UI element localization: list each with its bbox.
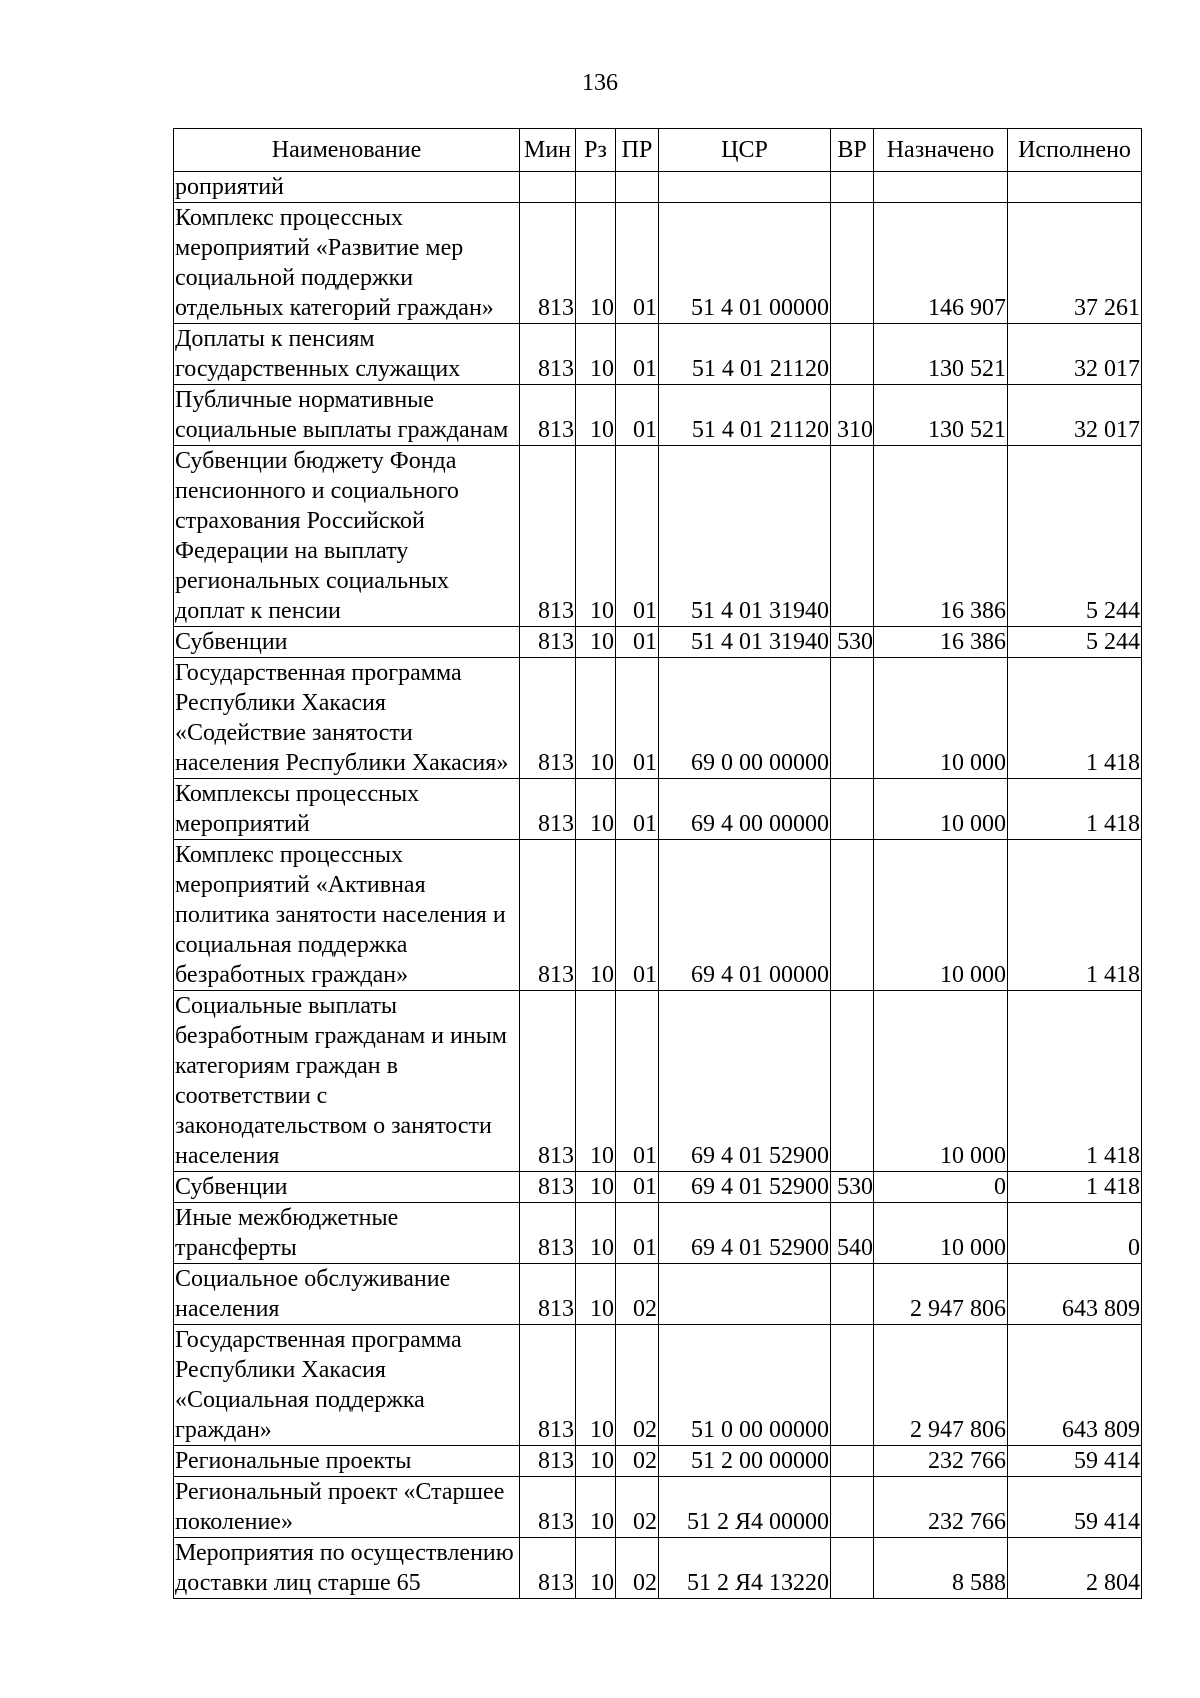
cell-pr: 01 (616, 446, 659, 627)
cell-vr: 540 (831, 1203, 874, 1264)
cell-rz: 10 (576, 1325, 616, 1446)
cell-executed: 1 418 (1008, 1172, 1142, 1203)
cell-csr: 51 0 00 00000 (659, 1325, 831, 1446)
cell-min: 813 (520, 1264, 576, 1325)
cell-rz: 10 (576, 1538, 616, 1599)
table-row (174, 1325, 1142, 1446)
table-row (174, 1203, 1142, 1264)
cell-name: Публичные нормативные социальные выплаты гражданам (174, 385, 520, 446)
cell-executed: 1 418 (1008, 991, 1142, 1172)
cell-pr: 01 (616, 991, 659, 1172)
cell-min: 813 (520, 627, 576, 658)
cell-name: Иные межбюджетные трансферты (174, 1203, 520, 1264)
cell-name: Субвенции (174, 627, 520, 658)
cell-assigned: 16 386 (874, 627, 1008, 658)
cell-vr (831, 172, 874, 203)
table-row (174, 1538, 1142, 1599)
cell-rz: 10 (576, 1172, 616, 1203)
cell-csr: 51 2 Я4 00000 (659, 1477, 831, 1538)
cell-min: 813 (520, 991, 576, 1172)
cell-csr: 69 0 00 00000 (659, 658, 831, 779)
column-header-min: Мин (520, 129, 576, 172)
cell-rz: 10 (576, 658, 616, 779)
cell-pr: 01 (616, 1172, 659, 1203)
cell-executed: 2 804 (1008, 1538, 1142, 1599)
cell-name: Комплекс процессных мероприятий «Развитие мер социальной поддержки отдельных категорий граждан» (174, 203, 520, 324)
cell-vr (831, 446, 874, 627)
cell-assigned: 2 947 806 (874, 1325, 1008, 1446)
cell-executed: 5 244 (1008, 627, 1142, 658)
table-body (174, 172, 1142, 1599)
cell-assigned: 10 000 (874, 991, 1008, 1172)
cell-assigned: 0 (874, 1172, 1008, 1203)
cell-rz (576, 172, 616, 203)
cell-pr: 02 (616, 1538, 659, 1599)
cell-vr (831, 324, 874, 385)
cell-vr: 310 (831, 385, 874, 446)
cell-executed: 643 809 (1008, 1264, 1142, 1325)
cell-name: Субвенции бюджету Фонда пенсионного и социального страхования Российской Федерации на выплату региональных социальных доплат к пенсии (174, 446, 520, 627)
table-row (174, 840, 1142, 991)
cell-name: Региональный проект «Старшее поколение» (174, 1477, 520, 1538)
cell-executed: 59 414 (1008, 1446, 1142, 1477)
table-row (174, 172, 1142, 203)
cell-vr (831, 991, 874, 1172)
cell-assigned: 10 000 (874, 779, 1008, 840)
column-header-csr: ЦСР (659, 129, 831, 172)
cell-pr: 01 (616, 840, 659, 991)
cell-csr: 51 4 01 21120 (659, 385, 831, 446)
cell-name: Государственная программа Республики Хакасия «Социальная поддержка граждан» (174, 1325, 520, 1446)
cell-min: 813 (520, 446, 576, 627)
cell-vr (831, 1264, 874, 1325)
cell-executed (1008, 172, 1142, 203)
cell-min: 813 (520, 840, 576, 991)
cell-rz: 10 (576, 1264, 616, 1325)
column-header-executed: Исполнено (1008, 129, 1142, 172)
cell-executed: 5 244 (1008, 446, 1142, 627)
cell-assigned: 8 588 (874, 1538, 1008, 1599)
cell-assigned: 16 386 (874, 446, 1008, 627)
table-row (174, 446, 1142, 627)
table-header-row (174, 129, 1142, 172)
cell-csr: 69 4 01 52900 (659, 991, 831, 1172)
cell-min: 813 (520, 324, 576, 385)
cell-assigned: 130 521 (874, 324, 1008, 385)
cell-name: Государственная программа Республики Хакасия «Содействие занятости населения Республики Хакасия» (174, 658, 520, 779)
cell-rz: 10 (576, 991, 616, 1172)
cell-vr (831, 1538, 874, 1599)
cell-assigned (874, 172, 1008, 203)
cell-executed: 1 418 (1008, 779, 1142, 840)
cell-min: 813 (520, 658, 576, 779)
cell-csr: 69 4 01 00000 (659, 840, 831, 991)
cell-vr: 530 (831, 627, 874, 658)
column-header-name: Наименование (174, 129, 520, 172)
cell-min: 813 (520, 1325, 576, 1446)
cell-csr: 51 4 01 21120 (659, 324, 831, 385)
cell-pr: 01 (616, 658, 659, 779)
cell-assigned: 130 521 (874, 385, 1008, 446)
page-number: 136 (582, 70, 618, 96)
cell-name: Доплаты к пенсиям государственных служащих (174, 324, 520, 385)
cell-name: роприятий (174, 172, 520, 203)
cell-name: Социальные выплаты безработным гражданам и иным категориям граждан в соответствии с законодательством о занятости населения (174, 991, 520, 1172)
cell-vr (831, 1477, 874, 1538)
cell-rz: 10 (576, 840, 616, 991)
column-header-assigned: Назначено (874, 129, 1008, 172)
cell-pr: 01 (616, 203, 659, 324)
cell-min: 813 (520, 385, 576, 446)
cell-pr: 01 (616, 627, 659, 658)
cell-vr: 530 (831, 1172, 874, 1203)
cell-rz: 10 (576, 1203, 616, 1264)
cell-pr: 02 (616, 1477, 659, 1538)
column-header-vr: ВР (831, 129, 874, 172)
cell-assigned: 10 000 (874, 658, 1008, 779)
cell-csr: 51 2 Я4 13220 (659, 1538, 831, 1599)
cell-assigned: 232 766 (874, 1446, 1008, 1477)
cell-name: Мероприятия по осуществлению доставки лиц старше 65 (174, 1538, 520, 1599)
column-header-pr: ПР (616, 129, 659, 172)
cell-name: Комплекс процессных мероприятий «Активная политика занятости населения и социальная поддержка безработных граждан» (174, 840, 520, 991)
cell-vr (831, 658, 874, 779)
budget-table (173, 128, 1142, 1599)
cell-rz: 10 (576, 385, 616, 446)
cell-min: 813 (520, 1172, 576, 1203)
cell-vr (831, 1446, 874, 1477)
cell-name: Комплексы процессных мероприятий (174, 779, 520, 840)
cell-pr: 02 (616, 1264, 659, 1325)
cell-min: 813 (520, 203, 576, 324)
cell-csr: 51 4 01 31940 (659, 627, 831, 658)
cell-executed: 0 (1008, 1203, 1142, 1264)
table-row (174, 1446, 1142, 1477)
cell-csr (659, 172, 831, 203)
table-row (174, 779, 1142, 840)
cell-assigned: 10 000 (874, 1203, 1008, 1264)
cell-rz: 10 (576, 324, 616, 385)
cell-assigned: 2 947 806 (874, 1264, 1008, 1325)
cell-executed: 1 418 (1008, 658, 1142, 779)
cell-executed: 643 809 (1008, 1325, 1142, 1446)
cell-pr: 01 (616, 1203, 659, 1264)
cell-pr: 01 (616, 324, 659, 385)
cell-min: 813 (520, 1203, 576, 1264)
cell-executed: 32 017 (1008, 324, 1142, 385)
cell-name: Региональные проекты (174, 1446, 520, 1477)
cell-csr (659, 1264, 831, 1325)
cell-min: 813 (520, 779, 576, 840)
table-row (174, 324, 1142, 385)
cell-pr: 02 (616, 1325, 659, 1446)
cell-csr: 69 4 01 52900 (659, 1203, 831, 1264)
cell-executed: 32 017 (1008, 385, 1142, 446)
cell-csr: 69 4 01 52900 (659, 1172, 831, 1203)
cell-rz: 10 (576, 203, 616, 324)
cell-rz: 10 (576, 446, 616, 627)
cell-assigned: 10 000 (874, 840, 1008, 991)
cell-vr (831, 779, 874, 840)
table-row (174, 203, 1142, 324)
cell-assigned: 232 766 (874, 1477, 1008, 1538)
cell-pr (616, 172, 659, 203)
cell-assigned: 146 907 (874, 203, 1008, 324)
table-row (174, 1264, 1142, 1325)
cell-executed: 37 261 (1008, 203, 1142, 324)
cell-rz: 10 (576, 779, 616, 840)
cell-vr (831, 1325, 874, 1446)
cell-rz: 10 (576, 1477, 616, 1538)
cell-executed: 1 418 (1008, 840, 1142, 991)
cell-vr (831, 840, 874, 991)
cell-rz: 10 (576, 1446, 616, 1477)
table-row (174, 991, 1142, 1172)
table-row (174, 1172, 1142, 1203)
cell-name: Социальное обслуживание населения (174, 1264, 520, 1325)
table-row (174, 1477, 1142, 1538)
table-row (174, 385, 1142, 446)
cell-pr: 01 (616, 779, 659, 840)
cell-csr: 51 2 00 00000 (659, 1446, 831, 1477)
cell-name: Субвенции (174, 1172, 520, 1203)
cell-pr: 02 (616, 1446, 659, 1477)
column-header-rz: Рз (576, 129, 616, 172)
table-row (174, 658, 1142, 779)
cell-pr: 01 (616, 385, 659, 446)
cell-executed: 59 414 (1008, 1477, 1142, 1538)
cell-min: 813 (520, 1477, 576, 1538)
cell-rz: 10 (576, 627, 616, 658)
table-row (174, 627, 1142, 658)
cell-csr: 69 4 00 00000 (659, 779, 831, 840)
cell-csr: 51 4 01 00000 (659, 203, 831, 324)
cell-csr: 51 4 01 31940 (659, 446, 831, 627)
cell-min: 813 (520, 1446, 576, 1477)
cell-vr (831, 203, 874, 324)
cell-min: 813 (520, 1538, 576, 1599)
cell-min (520, 172, 576, 203)
